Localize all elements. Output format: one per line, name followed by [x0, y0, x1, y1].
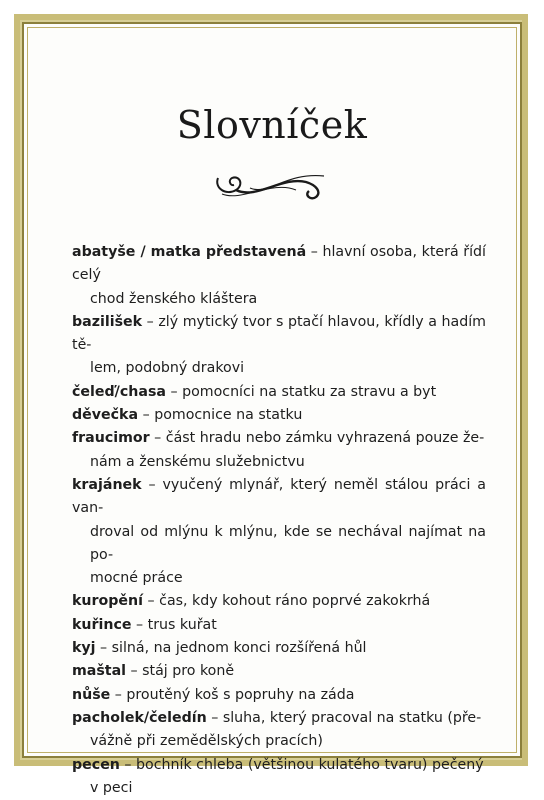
entry-term: maštal — [72, 663, 127, 680]
entry-definition: – stáj pro koně — [126, 663, 235, 680]
entry-term: kuřince — [72, 616, 132, 633]
glossary-entry-pacholek — [72, 707, 486, 754]
entry-term: čeleď/chasa — [72, 383, 166, 400]
glossary-list — [72, 241, 486, 800]
entry-definition-cont: vážně při zemědělských pracích) — [90, 733, 323, 750]
glossary-entry-mastal — [72, 660, 486, 683]
entry-term: nůše — [72, 686, 111, 703]
entry-definition: – pomocníci na statku za stravu a byt — [165, 383, 437, 400]
entry-definition-cont: chod ženského kláštera — [90, 290, 258, 307]
entry-definition-cont: mocné práce — [90, 570, 183, 587]
entry-definition-cont: lem, podobný drakovi — [90, 360, 245, 377]
entry-definition: – zlý mytický tvor s ptačí hlavou, křídly a hadím tě- — [72, 313, 486, 354]
entry-definition: – čas, kdy kohout ráno poprvé zakokrhá — [143, 593, 431, 610]
flourish-ornament-icon — [212, 166, 330, 206]
entry-term: bazilišek — [72, 313, 143, 330]
glossary-entry-pecen — [72, 754, 486, 800]
glossary-entry-nuse — [72, 684, 486, 707]
entry-term: děvečka — [72, 407, 139, 424]
glossary-entry-kuropeni — [72, 590, 486, 613]
entry-definition: – trus kuřat — [131, 616, 217, 633]
glossary-entry-fraucimor — [72, 427, 486, 474]
entry-definition: – bochník chleba (většinou kulatého tvaru) pečený — [119, 756, 484, 773]
entry-term: fraucimor — [72, 430, 150, 447]
glossary-entry-devecka — [72, 404, 486, 427]
entry-definition: – vyučený mlynář, který neměl stálou práci a van- — [72, 476, 486, 517]
entry-definition: – sluha, který pracoval na statku (pře- — [206, 709, 482, 726]
entry-term: krajánek — [72, 476, 142, 493]
entry-definition: – část hradu nebo zámku vyhrazená pouze že- — [149, 430, 485, 447]
glossary-entry-celed — [72, 381, 486, 404]
entry-term: kyj — [72, 640, 96, 657]
glossary-entry-kurince — [72, 614, 486, 637]
entry-definition-cont: v peci — [90, 779, 133, 796]
entry-term: kuropění — [72, 593, 144, 610]
entry-term: pacholek/čeledín — [72, 709, 207, 726]
entry-definition: – hlavní osoba, která řídí celý — [72, 244, 486, 284]
entry-definition-cont: nám a ženskému služebnictvu — [90, 453, 305, 470]
glossary-entry-kyj — [72, 637, 486, 660]
page-title: Slovníček — [176, 103, 368, 147]
entry-definition: – pomocnice na statku — [138, 407, 303, 424]
entry-definition-cont: droval od mlýnu k mlýnu, kde se nechával najímat na po- — [90, 523, 486, 563]
glossary-entry-bazilisek — [72, 311, 486, 381]
entry-definition: – proutěný koš s popruhy na záda — [110, 686, 355, 703]
glossary-entry-abatyse — [72, 241, 486, 311]
entry-definition: – silná, na jednom konci rozšířená hůl — [95, 640, 367, 657]
glossary-entry-krajanek — [72, 474, 486, 590]
entry-term: pecen — [72, 756, 120, 773]
entry-term: abatyše / matka představená — [72, 244, 307, 260]
